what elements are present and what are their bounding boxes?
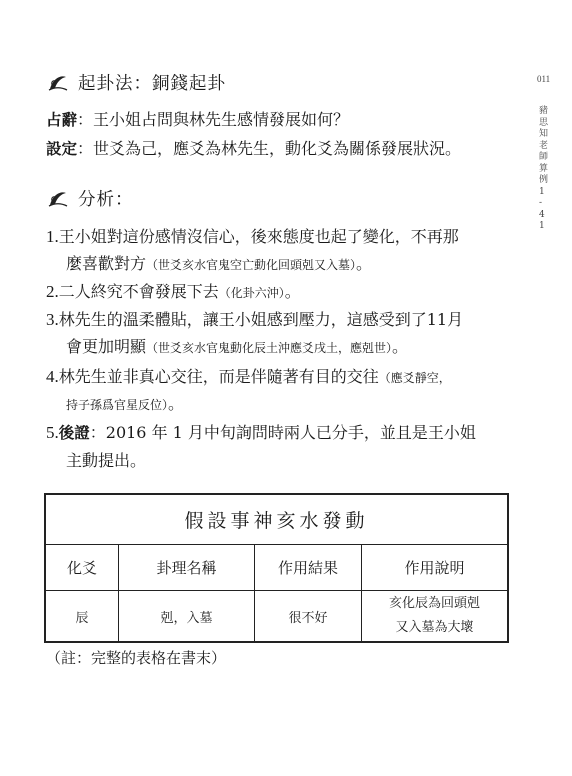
page-number: 011	[537, 74, 551, 84]
setting-line	[46, 136, 461, 159]
section-heading-analysis	[47, 186, 134, 211]
section-heading-method	[47, 70, 226, 95]
leaf-swirl-icon	[47, 74, 69, 92]
leaf-swirl-icon	[47, 190, 69, 208]
yao-table	[44, 493, 509, 643]
table-header: 卦理名稱	[119, 545, 255, 591]
table-header: 作用說明	[362, 545, 509, 591]
table-header-row	[45, 545, 508, 591]
list-item: 2.二人終究不會發展下去（化卦六沖）。	[46, 282, 301, 301]
setting-text: ：世爻為己，應爻為林先生，動化爻為關係發展狀況。	[77, 139, 462, 158]
list-item: 5.後證：2016 年 1 月中旬詢問時兩人已分手，並且是王小姐	[46, 423, 476, 442]
list-item: 1.王小姐對這份感情沒信心，後來態度也起了變化，不再那	[46, 227, 459, 246]
list-item-continuation: 會更加明顯（世爻亥水官鬼動化辰土沖應爻戌土，應剋世）。	[66, 337, 409, 356]
table-cell: 很不好	[255, 591, 362, 643]
table-cell: 剋，入墓	[119, 591, 255, 643]
list-item-continuation: 麼喜歡對方（世爻亥水官鬼空亡動化回頭剋又入墓）。	[66, 254, 373, 273]
section-title-method: 起卦法：銅錢起卦	[78, 74, 226, 94]
side-running-title: 豬思知老師算例 1 - 41	[539, 106, 549, 231]
table-header: 化爻	[45, 545, 119, 591]
footnote: （註：完整的表格在書末）	[46, 649, 227, 667]
list-item-continuation: 持子孫爲官星反位）。	[66, 394, 185, 413]
question-label: 占辭	[46, 111, 78, 129]
table-row	[45, 591, 508, 643]
list-item: 3.林先生的溫柔體貼，讓王小姐感到壓力，這感受到了11月	[46, 310, 464, 329]
table-caption: 假設事神亥水發動	[45, 494, 508, 545]
list-item-continuation: 主動提出。	[66, 451, 147, 470]
list-item: 4.林先生並非真心交往，而是伴隨著有目的交往（應爻靜空，	[46, 367, 451, 386]
setting-label: 設定	[46, 140, 78, 158]
question-line	[46, 107, 349, 130]
table-cell: 亥化辰為回頭剋 又入墓為大壞	[362, 591, 509, 643]
table-cell: 辰	[45, 591, 119, 643]
section-title-analysis: 分析：	[78, 190, 134, 210]
question-text: ：王小姐占問與林先生感情發展如何？	[77, 110, 350, 129]
table-header: 作用結果	[255, 545, 362, 591]
